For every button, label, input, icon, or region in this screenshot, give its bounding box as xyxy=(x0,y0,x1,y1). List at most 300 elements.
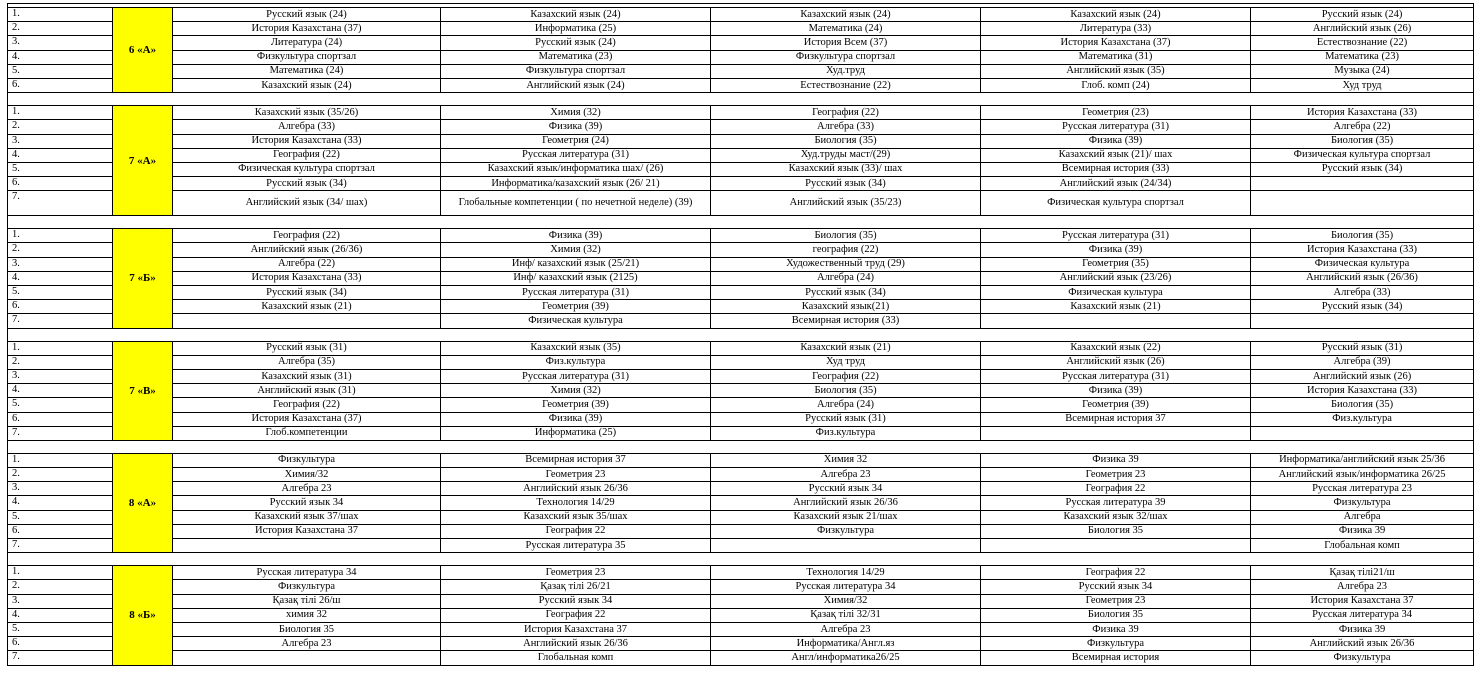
lesson-number: 6. xyxy=(8,524,113,538)
lesson-number: 4. xyxy=(8,148,113,162)
lesson-row xyxy=(8,384,1474,398)
lesson-cell: География (22) xyxy=(173,148,441,162)
lesson-cell: Английский язык (35/23) xyxy=(711,191,981,216)
lesson-number: 5. xyxy=(8,510,113,524)
lesson-cell: Физкультура xyxy=(173,580,441,594)
lesson-cell: Глобальная комп xyxy=(1251,539,1474,553)
group-spacer-row xyxy=(8,93,1474,106)
lesson-cell: Русский язык (34) xyxy=(173,286,441,300)
lesson-row xyxy=(8,229,1474,243)
lesson-cell: Алгебра (24) xyxy=(711,271,981,285)
lesson-cell: Русский язык (34) xyxy=(173,177,441,191)
lesson-cell: Русская литература (31) xyxy=(441,286,711,300)
spacer-cell xyxy=(8,553,1474,566)
lesson-cell: Алгебра 23 xyxy=(711,622,981,636)
lesson-cell: Худ труд xyxy=(1251,78,1474,92)
lesson-number: 4. xyxy=(8,271,113,285)
lesson-cell: Физ.культура xyxy=(441,355,711,369)
lesson-cell: Казахский язык(21) xyxy=(711,300,981,314)
lesson-cell: Казахский язык (22) xyxy=(981,341,1251,355)
lesson-cell: Инф/ казахский язык (25/21) xyxy=(441,257,711,271)
lesson-number: 6. xyxy=(8,637,113,651)
lesson-cell: Русский язык (34) xyxy=(1251,162,1474,176)
lesson-cell: Русский язык (34) xyxy=(711,286,981,300)
lesson-cell: Физика (39) xyxy=(441,120,711,134)
lesson-cell: Художественный труд (29) xyxy=(711,257,981,271)
lesson-cell: Казахский язык (24) xyxy=(981,8,1251,22)
lesson-row xyxy=(8,50,1474,64)
timetable-document xyxy=(7,3,1473,666)
lesson-row xyxy=(8,106,1474,120)
group-spacer-row xyxy=(8,553,1474,566)
lesson-cell xyxy=(1251,426,1474,440)
spacer-cell xyxy=(8,440,1474,453)
lesson-cell: Русская литература 39 xyxy=(981,496,1251,510)
lesson-cell: Казахский язык 21/шах xyxy=(711,510,981,524)
lesson-cell xyxy=(1251,314,1474,328)
lesson-cell: Математика (31) xyxy=(981,50,1251,64)
class-label: 7 «А» xyxy=(113,106,173,216)
lesson-row xyxy=(8,148,1474,162)
lesson-cell xyxy=(981,426,1251,440)
class-label: 7 «Б» xyxy=(113,229,173,328)
lesson-number: 3. xyxy=(8,257,113,271)
lesson-row xyxy=(8,594,1474,608)
lesson-number: 7. xyxy=(8,426,113,440)
lesson-cell: Химия/32 xyxy=(173,468,441,482)
lesson-cell: Физика (39) xyxy=(441,412,711,426)
lesson-row xyxy=(8,539,1474,553)
class-label: 7 «В» xyxy=(113,341,173,440)
lesson-number: 7. xyxy=(8,314,113,328)
lesson-cell: Казахский язык 35/шах xyxy=(441,510,711,524)
lesson-cell: Русский язык (24) xyxy=(1251,8,1474,22)
lesson-cell: Русский язык 34 xyxy=(173,496,441,510)
lesson-number: 5. xyxy=(8,398,113,412)
lesson-cell: Русский язык (31) xyxy=(1251,341,1474,355)
lesson-cell: Алгебра (33) xyxy=(711,120,981,134)
lesson-cell: Русская литература (31) xyxy=(981,120,1251,134)
lesson-cell: Худ.труды маст/(29) xyxy=(711,148,981,162)
lesson-number: 2. xyxy=(8,468,113,482)
lesson-cell: Қазақ тілі 26/21 xyxy=(441,580,711,594)
lesson-cell: История Казахстана (33) xyxy=(1251,384,1474,398)
lesson-cell: Физика 39 xyxy=(1251,622,1474,636)
lesson-cell: Геометрия (23) xyxy=(981,106,1251,120)
lesson-cell xyxy=(173,651,441,665)
lesson-cell: Всемирная история 37 xyxy=(441,453,711,467)
lesson-number: 5. xyxy=(8,162,113,176)
lesson-cell xyxy=(173,539,441,553)
lesson-cell: Физкультура спортзал xyxy=(711,50,981,64)
lesson-row xyxy=(8,22,1474,36)
lesson-row xyxy=(8,271,1474,285)
lesson-cell: Русская литература 34 xyxy=(173,566,441,580)
group-spacer-row xyxy=(8,328,1474,341)
lesson-cell: Алгебра 23 xyxy=(711,468,981,482)
lesson-row xyxy=(8,369,1474,383)
lesson-cell: Английский язык 26/36 xyxy=(441,637,711,651)
lesson-cell: Физическая культура xyxy=(981,286,1251,300)
lesson-cell: Геометрия (39) xyxy=(981,398,1251,412)
lesson-cell: Русская литература 23 xyxy=(1251,482,1474,496)
lesson-number: 1. xyxy=(8,106,113,120)
group-spacer-row xyxy=(8,440,1474,453)
lesson-cell: Математика (24) xyxy=(173,64,441,78)
lesson-cell: Информатика/английский язык 25/36 xyxy=(1251,453,1474,467)
lesson-cell: Физ.культура xyxy=(1251,412,1474,426)
lesson-cell: Русский язык (34) xyxy=(711,177,981,191)
lesson-number: 5. xyxy=(8,64,113,78)
lesson-row xyxy=(8,580,1474,594)
lesson-number: 2. xyxy=(8,120,113,134)
lesson-cell: Физика 39 xyxy=(1251,524,1474,538)
lesson-cell: Русская литература (31) xyxy=(441,148,711,162)
lesson-cell: Казахский язык (21) xyxy=(981,300,1251,314)
lesson-cell: Русский язык 34 xyxy=(441,594,711,608)
lesson-cell: Английский язык (24) xyxy=(441,78,711,92)
lesson-cell: Английский язык 26/36 xyxy=(441,482,711,496)
lesson-cell: Английский язык (26) xyxy=(1251,22,1474,36)
lesson-cell: Биология 35 xyxy=(173,622,441,636)
lesson-cell: Глоб. комп (24) xyxy=(981,78,1251,92)
lesson-cell: Химия (32) xyxy=(441,106,711,120)
lesson-number: 6. xyxy=(8,300,113,314)
lesson-row xyxy=(8,64,1474,78)
lesson-cell: История Казахстана (37) xyxy=(981,36,1251,50)
lesson-cell: Всемирная история xyxy=(981,651,1251,665)
lesson-cell: Инф/ казахский язык (2125) xyxy=(441,271,711,285)
lesson-cell: География (22) xyxy=(173,229,441,243)
lesson-cell: Физика 39 xyxy=(981,622,1251,636)
lesson-row xyxy=(8,566,1474,580)
lesson-number: 3. xyxy=(8,482,113,496)
lesson-cell: Английский язык (34/ шах) xyxy=(173,191,441,216)
lesson-row xyxy=(8,355,1474,369)
lesson-number: 5. xyxy=(8,622,113,636)
lesson-number: 6. xyxy=(8,78,113,92)
lesson-cell: Физкультура спортзал xyxy=(173,50,441,64)
lesson-cell: Технология 14/29 xyxy=(711,566,981,580)
lesson-cell: Биология (35) xyxy=(711,229,981,243)
spacer-cell xyxy=(8,216,1474,229)
lesson-cell: История Казахстана (37) xyxy=(173,412,441,426)
lesson-cell: Информатика (25) xyxy=(441,22,711,36)
lesson-cell: Русская литература (31) xyxy=(981,369,1251,383)
lesson-row xyxy=(8,510,1474,524)
lesson-cell: Биология 35 xyxy=(981,524,1251,538)
lesson-cell: Информатика/Англ.яз xyxy=(711,637,981,651)
lesson-number: 6. xyxy=(8,412,113,426)
lesson-cell: Биология (35) xyxy=(711,384,981,398)
lesson-cell: География (22) xyxy=(173,398,441,412)
lesson-row xyxy=(8,608,1474,622)
lesson-cell: Геометрия 23 xyxy=(981,468,1251,482)
class-label: 8 «Б» xyxy=(113,566,173,665)
lesson-cell: Физическая культура xyxy=(1251,257,1474,271)
lesson-number: 2. xyxy=(8,22,113,36)
lesson-cell: Русский язык (24) xyxy=(173,8,441,22)
lesson-cell: География 22 xyxy=(441,524,711,538)
lesson-cell xyxy=(981,539,1251,553)
timetable xyxy=(7,3,1474,666)
lesson-cell: Казахский язык (24) xyxy=(173,78,441,92)
lesson-cell xyxy=(711,539,981,553)
lesson-cell: Русский язык (34) xyxy=(1251,300,1474,314)
lesson-cell: Казахский язык (35/26) xyxy=(173,106,441,120)
lesson-cell: Геометрия 23 xyxy=(441,468,711,482)
lesson-cell xyxy=(1251,191,1474,216)
lesson-cell: Английский язык (24/34) xyxy=(981,177,1251,191)
lesson-cell: Математика (24) xyxy=(711,22,981,36)
lesson-cell: Английский язык (26/36) xyxy=(1251,271,1474,285)
lesson-cell: Алгебра (22) xyxy=(1251,120,1474,134)
lesson-number: 7. xyxy=(8,539,113,553)
lesson-row xyxy=(8,177,1474,191)
lesson-cell: Русская литература 34 xyxy=(711,580,981,594)
lesson-cell: История Казахстана (33) xyxy=(173,134,441,148)
lesson-row xyxy=(8,314,1474,328)
lesson-cell: История Казахстана (33) xyxy=(1251,243,1474,257)
lesson-cell: Русский язык (24) xyxy=(441,36,711,50)
lesson-cell xyxy=(173,314,441,328)
lesson-row xyxy=(8,8,1474,22)
lesson-row xyxy=(8,412,1474,426)
lesson-cell: Химия 32 xyxy=(711,453,981,467)
lesson-number: 2. xyxy=(8,580,113,594)
lesson-number: 3. xyxy=(8,369,113,383)
lesson-cell: Алгебра (35) xyxy=(173,355,441,369)
lesson-cell: Английский язык (23/26) xyxy=(981,271,1251,285)
lesson-cell: Қазақ тілі21/ш xyxy=(1251,566,1474,580)
lesson-cell: Всемирная история 37 xyxy=(981,412,1251,426)
lesson-row xyxy=(8,78,1474,92)
lesson-cell: Информатика/казахский язык (26/ 21) xyxy=(441,177,711,191)
lesson-cell: Алгебра 23 xyxy=(173,637,441,651)
lesson-cell: Всемирная история (33) xyxy=(981,162,1251,176)
lesson-cell: Глобальные компетенции ( по нечетной неделе) (39) xyxy=(441,191,711,216)
lesson-cell: Физкультура спортзал xyxy=(441,64,711,78)
lesson-cell: Физ.культура xyxy=(711,426,981,440)
lesson-cell: Алгебра (39) xyxy=(1251,355,1474,369)
lesson-cell: Алгебра (33) xyxy=(173,120,441,134)
lesson-cell: Русский язык (31) xyxy=(711,412,981,426)
lesson-cell: География (22) xyxy=(711,369,981,383)
lesson-cell: Алгебра 23 xyxy=(1251,580,1474,594)
lesson-number: 1. xyxy=(8,341,113,355)
lesson-cell: Биология (35) xyxy=(1251,229,1474,243)
lesson-cell: Английский язык (26/36) xyxy=(173,243,441,257)
lesson-cell: Физика (39) xyxy=(441,229,711,243)
lesson-row xyxy=(8,482,1474,496)
lesson-cell: Алгебра (22) xyxy=(173,257,441,271)
lesson-number: 7. xyxy=(8,651,113,665)
lesson-number: 1. xyxy=(8,8,113,22)
lesson-row xyxy=(8,651,1474,665)
lesson-number: 1. xyxy=(8,566,113,580)
lesson-cell: Физическая культура xyxy=(441,314,711,328)
lesson-row xyxy=(8,622,1474,636)
lesson-cell: Русская литература (31) xyxy=(441,369,711,383)
lesson-cell: Казахский язык (21) xyxy=(173,300,441,314)
lesson-number: 1. xyxy=(8,453,113,467)
lesson-cell: Физкультура xyxy=(981,637,1251,651)
lesson-cell: Физика (39) xyxy=(981,134,1251,148)
lesson-row xyxy=(8,426,1474,440)
spacer-cell xyxy=(8,93,1474,106)
lesson-cell: Алгебра (33) xyxy=(1251,286,1474,300)
lesson-cell: Русский язык 34 xyxy=(711,482,981,496)
lesson-cell: Физика (39) xyxy=(981,243,1251,257)
lesson-cell: Биология 35 xyxy=(981,608,1251,622)
lesson-cell: Русская литература 35 xyxy=(441,539,711,553)
lesson-number: 4. xyxy=(8,496,113,510)
class-label: 6 «А» xyxy=(113,8,173,93)
lesson-cell: Английский язык (35) xyxy=(981,64,1251,78)
lesson-cell: Русский язык (31) xyxy=(173,341,441,355)
lesson-cell: Английский язык (31) xyxy=(173,384,441,398)
lesson-number: 2. xyxy=(8,355,113,369)
lesson-cell: Английский язык/информатика 26/25 xyxy=(1251,468,1474,482)
lesson-cell: История Казахстана 37 xyxy=(1251,594,1474,608)
lesson-cell: История Всем (37) xyxy=(711,36,981,50)
lesson-cell: Химия (32) xyxy=(441,384,711,398)
lesson-cell: Физкультура xyxy=(173,453,441,467)
lesson-cell: Русская литература (31) xyxy=(981,229,1251,243)
lesson-row xyxy=(8,524,1474,538)
lesson-cell: Химия (32) xyxy=(441,243,711,257)
lesson-number: 4. xyxy=(8,50,113,64)
lesson-row xyxy=(8,398,1474,412)
lesson-cell: Физкультура xyxy=(1251,496,1474,510)
lesson-cell: Биология (35) xyxy=(711,134,981,148)
class-label: 8 «А» xyxy=(113,453,173,552)
lesson-row xyxy=(8,243,1474,257)
lesson-cell: Всемирная история (33) xyxy=(711,314,981,328)
lesson-cell: Казахский язык (35) xyxy=(441,341,711,355)
lesson-cell: История Казахстана (33) xyxy=(173,271,441,285)
lesson-cell: География (22) xyxy=(711,106,981,120)
lesson-number: 4. xyxy=(8,384,113,398)
lesson-cell: Физика 39 xyxy=(981,453,1251,467)
lesson-cell: История Казахстана (37) xyxy=(173,22,441,36)
lesson-cell xyxy=(1251,177,1474,191)
lesson-cell: География 22 xyxy=(981,566,1251,580)
timetable-body xyxy=(8,4,1474,666)
lesson-cell: Худ.труд xyxy=(711,64,981,78)
lesson-cell: Казахский язык 32/шах xyxy=(981,510,1251,524)
lesson-row xyxy=(8,637,1474,651)
lesson-row xyxy=(8,36,1474,50)
lesson-number: 3. xyxy=(8,134,113,148)
lesson-cell: Физика (39) xyxy=(981,384,1251,398)
lesson-cell: Геометрия (39) xyxy=(441,300,711,314)
lesson-row xyxy=(8,162,1474,176)
lesson-cell: Биология (35) xyxy=(1251,134,1474,148)
lesson-cell: Английский язык 26/36 xyxy=(711,496,981,510)
group-spacer-row xyxy=(8,216,1474,229)
lesson-cell: Казахский язык/информатика шах/ (26) xyxy=(441,162,711,176)
lesson-cell: Естествознание (22) xyxy=(711,78,981,92)
lesson-cell: Английский язык (26) xyxy=(981,355,1251,369)
lesson-cell: Геометрия 23 xyxy=(441,566,711,580)
lesson-number: 7. xyxy=(8,191,113,216)
lesson-row xyxy=(8,453,1474,467)
lesson-cell: Физическая культура спортзал xyxy=(173,162,441,176)
lesson-cell xyxy=(981,314,1251,328)
lesson-cell: Физическая культура спортзал xyxy=(981,191,1251,216)
lesson-cell: Математика (23) xyxy=(1251,50,1474,64)
lesson-row xyxy=(8,300,1474,314)
lesson-cell: Казахский язык (33)/ шах xyxy=(711,162,981,176)
spacer-cell xyxy=(8,328,1474,341)
lesson-cell: Алгебра 23 xyxy=(173,482,441,496)
lesson-cell: Английский язык (26) xyxy=(1251,369,1474,383)
lesson-cell: Геометрия 23 xyxy=(981,594,1251,608)
lesson-cell: История Казахстана 37 xyxy=(173,524,441,538)
lesson-cell: Казахский язык 37/шах xyxy=(173,510,441,524)
lesson-cell: Англ/информатика26/25 xyxy=(711,651,981,665)
lesson-row xyxy=(8,257,1474,271)
lesson-cell: Литература (24) xyxy=(173,36,441,50)
lesson-cell: Физкультура xyxy=(711,524,981,538)
lesson-number: 2. xyxy=(8,243,113,257)
lesson-cell: Қазақ тілі 26/ш xyxy=(173,594,441,608)
lesson-cell: Английский язык 26/36 xyxy=(1251,637,1474,651)
lesson-row xyxy=(8,341,1474,355)
lesson-row xyxy=(8,120,1474,134)
lesson-cell: география (22) xyxy=(711,243,981,257)
lesson-cell: Литература (33) xyxy=(981,22,1251,36)
lesson-cell: Казахский язык (21)/ шах xyxy=(981,148,1251,162)
lesson-row xyxy=(8,468,1474,482)
lesson-cell: История Казахстана 37 xyxy=(441,622,711,636)
lesson-cell: Геометрия (39) xyxy=(441,398,711,412)
lesson-number: 4. xyxy=(8,608,113,622)
lesson-cell: Естествознание (22) xyxy=(1251,36,1474,50)
lesson-cell: География 22 xyxy=(981,482,1251,496)
lesson-cell: Биология (35) xyxy=(1251,398,1474,412)
lesson-number: 5. xyxy=(8,286,113,300)
lesson-cell: Глобальная комп xyxy=(441,651,711,665)
lesson-number: 6. xyxy=(8,177,113,191)
lesson-cell: Математика (23) xyxy=(441,50,711,64)
lesson-cell: Геометрия (35) xyxy=(981,257,1251,271)
lesson-cell: Физкультура xyxy=(1251,651,1474,665)
lesson-cell: Технология 14/29 xyxy=(441,496,711,510)
lesson-cell: Алгебра (24) xyxy=(711,398,981,412)
lesson-cell: Информатика (25) xyxy=(441,426,711,440)
lesson-number: 1. xyxy=(8,229,113,243)
lesson-cell: Геометрия (24) xyxy=(441,134,711,148)
lesson-cell: Казахский язык (24) xyxy=(441,8,711,22)
lesson-cell: Казахский язык (21) xyxy=(711,341,981,355)
lesson-cell: Химия/32 xyxy=(711,594,981,608)
lesson-row xyxy=(8,191,1474,216)
lesson-cell: Алгебра xyxy=(1251,510,1474,524)
lesson-row xyxy=(8,134,1474,148)
lesson-cell: История Казахстана (33) xyxy=(1251,106,1474,120)
lesson-row xyxy=(8,286,1474,300)
lesson-cell: Казахский язык (24) xyxy=(711,8,981,22)
lesson-cell: химия 32 xyxy=(173,608,441,622)
lesson-cell: Русская литература 34 xyxy=(1251,608,1474,622)
lesson-cell: География 22 xyxy=(441,608,711,622)
lesson-cell: Қазақ тілі 32/31 xyxy=(711,608,981,622)
lesson-cell: Музыка (24) xyxy=(1251,64,1474,78)
lesson-cell: Глоб.компетенции xyxy=(173,426,441,440)
lesson-cell: Худ труд xyxy=(711,355,981,369)
